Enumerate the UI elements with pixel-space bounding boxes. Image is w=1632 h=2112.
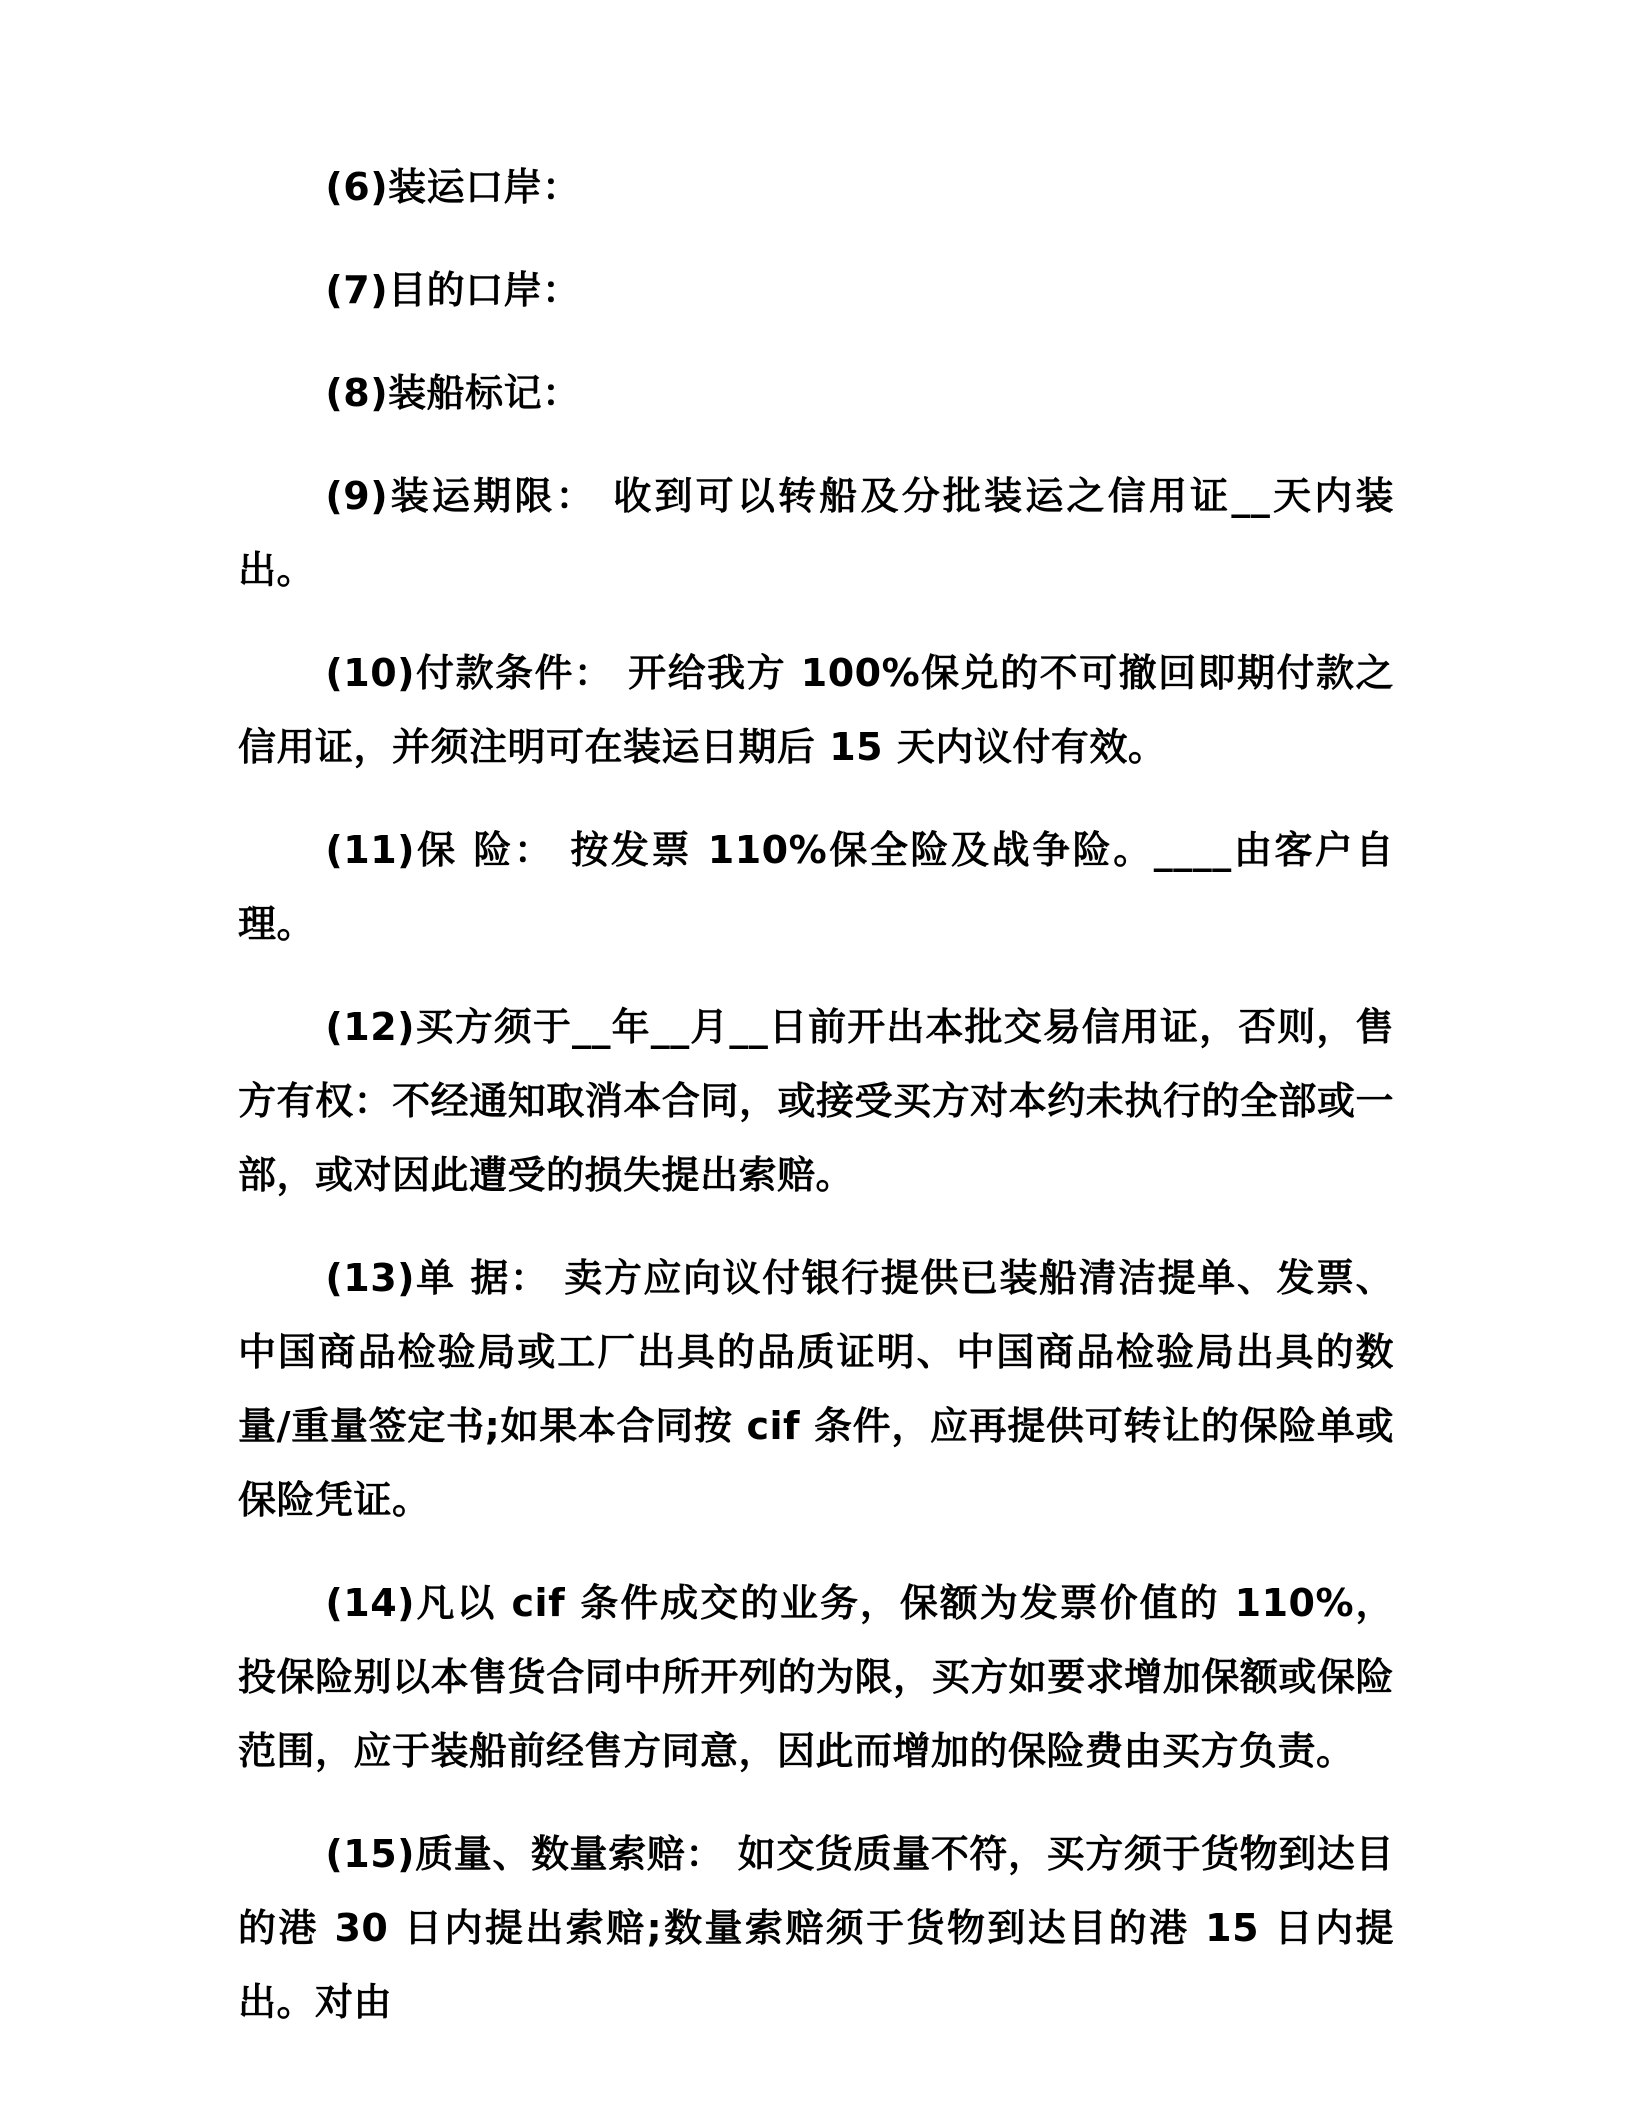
paragraph-destination-port: (7)目的口岸： [325,268,581,312]
paragraph-cif-insurance-amount: (14)凡以 cif 条件成交的业务，保额为发票价值的 110%，投保险别以本售货合同中所开列的为限，买方如要求增加保额或保险范围，应于装船前经售方同意，因此而增加的保险费由买方负责。 [238,1581,1394,1773]
paragraph-documents: (13)单 据： 卖方应向议付银行提供已装船清洁提单、发票、中国商品检验局或工厂出具的品质证明、中国商品检验局出具的数量/重量签定书;如果本合同按 cif 条件，应再提供可转让的保险单或保险凭证。 [238,1256,1394,1522]
paragraph-letter-of-credit-deadline: (12)买方须于__年__月__日前开出本批交易信用证，否则，售方有权：不经通知取消本合同，或接受买方对本约未执行的全部或一部，或对因此遭受的损失提出索赔。 [238,1005,1394,1197]
paragraph-shipping-mark: (8)装船标记： [325,371,581,415]
paragraph-payment-terms: (10)付款条件： 开给我方 100%保兑的不可撤回即期付款之信用证，并须注明可在装运日期后 15 天内议付有效。 [238,651,1394,769]
paragraph-insurance: (11)保 险： 按发票 110%保全险及战争险。____由客户自理。 [238,828,1394,946]
paragraph-quality-quantity-claims: (15)质量、数量索赔： 如交货质量不符，买方须于货物到达目的港 30 日内提出索赔;数量索赔须于货物到达目的港 15 日内提出。对由 [238,1832,1394,2024]
paragraph-shipment-time: (9)装运期限： 收到可以转船及分批装运之信用证__天内装出。 [238,474,1394,592]
paragraph-shipping-port: (6)装运口岸： [325,165,581,209]
